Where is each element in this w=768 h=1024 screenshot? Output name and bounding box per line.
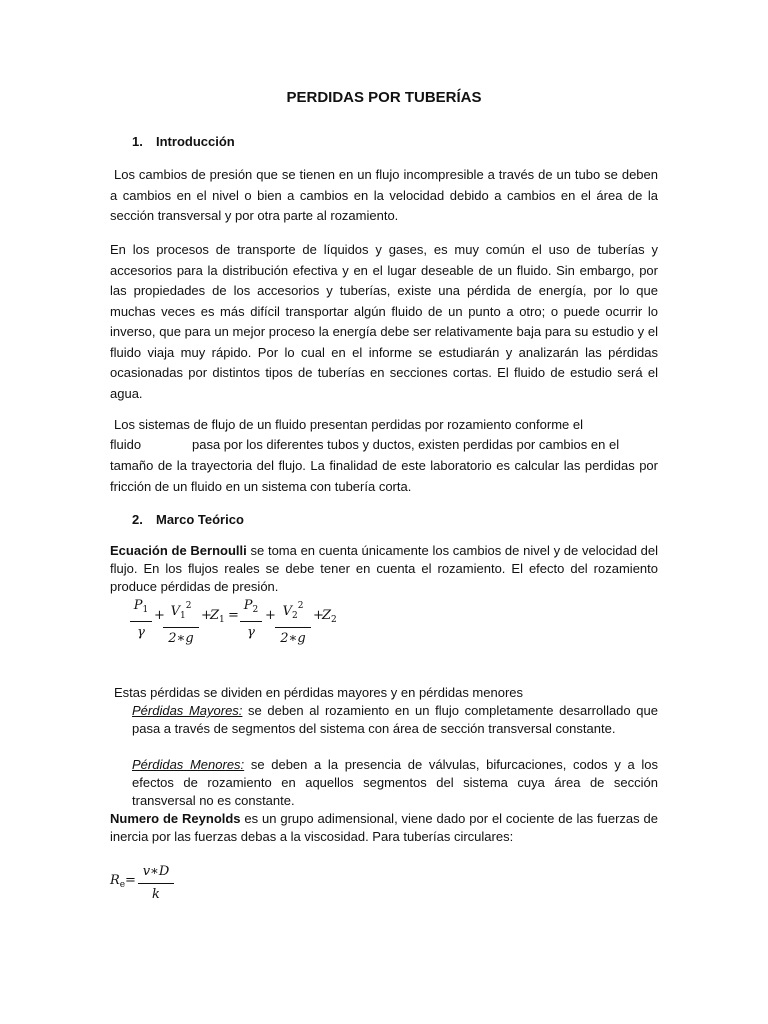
reynolds-description: es un grupo adimensional, viene dado por el cociente de las fuerzas de inercia por las fuerzas debas a la viscosidad. Para tuberías circulares: xyxy=(110,811,658,844)
paragraph-reynolds xyxy=(110,810,658,846)
plus-sign: + xyxy=(201,608,212,623)
term-z2: $Z_2$ xyxy=(322,608,337,625)
plus-sign: + xyxy=(313,608,324,623)
reynolds-equation xyxy=(110,862,190,902)
paragraph-major-losses xyxy=(132,702,658,738)
fraction-p1-gamma: $\frac{P_1}{\gamma}$ xyxy=(130,596,152,643)
bernoulli-equation xyxy=(130,596,360,646)
paragraph-intro-2: En los procesos de transporte de líquidos y gases, es muy común el uso de tuberías y accesorios para la distribución efectiva y en el lugar deseable de un fluido. Sin embargo, por las propiedades de los accesorios y tuberías, existe una pérdida de energía, por lo que muchas veces es más difícil transportar algún fluido de un punto a otro; o puede ocurrir lo inverso, que para un mejor proceso la energía debe ser relativamente baja para su estudio y el fluido viaja muy rápido. Por lo cual en el informe se estudiarán y analizarán las pérdidas ocasionadas por distintos tipos de tuberías en secciones cortas. El fluido de estudio será el agua. xyxy=(110,242,658,401)
fraction-p2-gamma: $\frac{P_2}{\gamma}$ xyxy=(240,596,262,643)
term-minor-losses: Pérdidas Menores: xyxy=(132,757,245,772)
minor-losses-description: se deben a la presencia de válvulas, bifurcaciones, codos y a los efectos de rozamiento en aquellos segmentos del sistema cuya área de sección transversal no es constante. xyxy=(132,757,658,808)
word-fluido: fluido xyxy=(110,437,142,452)
bernoulli-description: se toma en cuenta únicamente los cambios de nivel y de velocidad del flujo. En los flujos reales se debe tener en cuenta el rozamiento. El efecto del rozamiento produce pérdidas de presión. xyxy=(110,543,658,594)
term-z1: $Z_1$ xyxy=(210,608,225,625)
fraction-v2-2g: $\frac{V_2^2}{2∗g}$ xyxy=(275,596,311,649)
paragraph-intro-3b-rest: pasa por los diferentes tubos y ductos, existen perdidas por cambios en el xyxy=(192,437,620,452)
paragraph-intro-3b xyxy=(110,435,658,456)
paragraph-intro-3a: Los sistemas de flujo de un fluido presentan perdidas por rozamiento conforme el xyxy=(114,417,583,432)
section-title: Marco Teórico xyxy=(156,512,244,527)
major-losses-description: se deben al rozamiento en un flujo completamente desarrollado que pasa a través de segmentos del sistema con área de sección transversal constante. xyxy=(132,703,658,736)
section-heading-introduccion xyxy=(132,132,235,153)
paragraph-intro-3c: tamaño de la trayectoria del flujo. La finalidad de este laboratorio es calcular las perdidas por fricción de un fluido en un sistema con tubería corta. xyxy=(110,458,658,494)
equals-sign: = xyxy=(228,608,239,623)
term-major-losses: Pérdidas Mayores: xyxy=(132,703,243,718)
paragraph-minor-losses xyxy=(132,756,658,810)
fraction-v1-2g: $\frac{V_1^2}{2∗g}$ xyxy=(163,596,199,649)
document-title: PERDIDAS POR TUBERÍAS xyxy=(286,89,482,106)
equals-sign: = xyxy=(125,873,136,888)
paragraph-bernoulli xyxy=(110,542,658,596)
section-number: 2. xyxy=(132,512,143,527)
section-number: 1. xyxy=(132,134,143,149)
paragraph-intro-1: Los cambios de presión que se tienen en un flujo incompresible a través de un tubo se deben a cambios en el nivel o bien a cambios en la velocidad debido a cambios en el área de la sección transversal y por otra parte al rozamiento. xyxy=(110,167,658,223)
fraction-vd-k: $\frac{v∗D}{k}$ xyxy=(138,862,174,905)
section-title: Introducción xyxy=(156,134,235,149)
term-bernoulli: Ecuación de Bernoulli xyxy=(110,543,247,558)
term-re: $R_e$ xyxy=(110,873,126,890)
paragraph-losses-intro: Estas pérdidas se dividen en pérdidas mayores y en pérdidas menores xyxy=(114,685,524,700)
plus-sign: + xyxy=(265,608,276,623)
term-reynolds: Numero de Reynolds xyxy=(110,811,241,826)
plus-sign: + xyxy=(154,608,165,623)
section-heading-marco-teorico xyxy=(132,510,244,531)
